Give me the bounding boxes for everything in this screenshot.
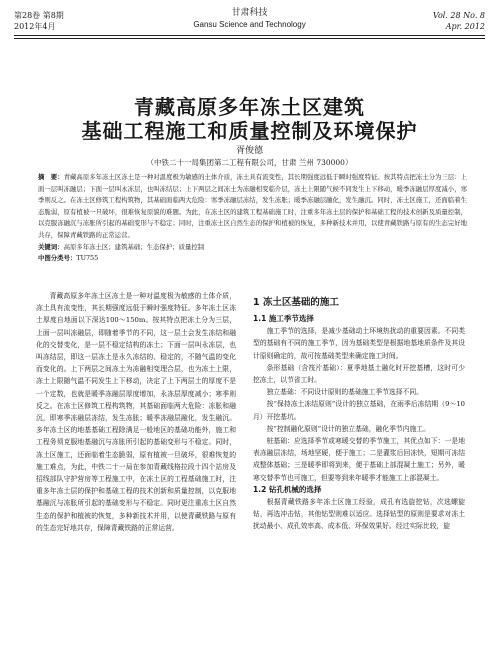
journal-name [14, 8, 485, 30]
volume-issue-en: Vol. 28 No. 8 [432, 11, 485, 20]
article-title-line2: 基础工程施工和质量控制及环境保护 [81, 119, 418, 143]
abstract-block [38, 172, 467, 265]
volume-info-en [433, 10, 485, 32]
author-name: 胥俊德 [235, 146, 263, 156]
body-right-column [253, 290, 465, 533]
header-rule-thin [14, 38, 485, 39]
abstract-paragraph [38, 172, 467, 242]
paragraph-1-1-c: 独立基础：不同设计原则的基础施工季节选择不同。 [266, 388, 423, 397]
abstract-text: 青藏高原多年冻土区冻土是一种对温度极为敏感的土体介质，冻土具有流变性，其长期强度远低于瞬时强度特征。按其特点把冻土分为三层：上面一层叫冻融层；下面一层叫永冻层，也叫冻结层；上下两层之间冻土为冻融相变临介层，冻土上限随气候不同发生上下移动，暖季冻融层厚度减小，寒季则反之。在冻土区修筑工程构筑物，其基础面临两大危险：寒季冻融层冻结，发生冻胀；暖季冻融层融化，发生融沉。同时，冻土区施工，还面临着生态脆弱，原有植被一旦破坏，很难恢复原貌的难题。为此，在冻土区的建筑工程基础施工时，注重多年冻土层的保护和基础工程的技术创新及质量控制，以克服冻融沉与冻胀所引起的基础变形与不稳定；同时，注重冻土区自然生态的保护和植被的恢复，多种新技术并用，以使青藏铁路与原有的生态完好地共存，保障青藏铁路的正常运营。 [38, 173, 468, 239]
classification-label: 中图分类号： [38, 254, 77, 263]
paragraph-1-1-f: 桩基础：应选择季节或寒暖交替的季节施工，其优点如下：一是地表冻融层冻结，场地坚硬，便于施工；二是灌浆后回冻快，短期可冻结成整体基础；三是暖季即将到来，便于基础上部混凝土施工；另外，暖寒交替季节也可施工，但要等到来年暖季才能施工上部混凝土。 [253, 437, 465, 482]
section-heading-1: 1 冻土区基础的施工 [253, 297, 339, 308]
subsection-heading-1-2: 1.2 钻孔机械的选择 [253, 484, 322, 494]
journal-name-en: Gansu Science and Technology [193, 20, 306, 29]
intro-paragraph: 青藏高原多年冻土区冻土是一种对温度极为敏感的土体介质，冻土具有流变性，其长期强度远低于瞬时强度特征。多年冻土区冻土厚度自地面以下深达100～150m。按其特点把冻土分为三层，上面一层叫冻融层，即随着季节的不同，这一层土会发生冻结和融化的交替变化，是一层不稳定结构的冻土；下面一层叫永冻层，也叫冻结层，即这一层冻土是永久冻结的、稳定的，不随气温的变化而变化的。上下两层之间冻土为冻融相变理合层，也为冻土上限，冻土上限随气温不同发生上下移动，决定了上下两层土的厚度不是一个定数，也就是暖季冻融层厚度增加，永冻层厚度减小；寒季则反之。在冻土区修筑工程构筑物，其基础面临两大危险：冻胀和融沉，即寒季冻融层冻结，发生冻胀；暖季冻融层融化，发生融沉。多年冻土区的地基基础工程除满足一般地区的基础功能外，施工和工程务须克服地基融沉与冻胀所引起的基础变形与不稳定。同时，冻土区施工，还面临着生态脆弱，原有植被一旦破坏，很难恢复的施工难点，为此，中铁二十一局在参加青藏线格拉段十四个站房及招线部队守护营房等工程施工中，在冻土区的工程基础施工时，注重多年冻土层的保护和基础工程的技术创新和质量控制，以克服地基融沉与冻胀所引起的基础变形与不稳定。同时更注重冻土区自然生态的保护和植被的恢复，多种新技术并用，以使青藏铁路与原有的生态完好地共存，保障青藏铁路的正常运营。 [36, 292, 236, 532]
keywords-label: 关键词： [38, 242, 64, 251]
issue-date-en: Apr. 2012 [445, 22, 485, 31]
paragraph-1-1-a: 施工季节的选择，是减少基础动土环境热扰动的重要因素。不同类型的基础有不同的施工季节，因为基础类型是根据地基地质条件及其设计原则确定的，故可按基础类型来确定施工时间。 [253, 327, 465, 360]
author-affiliation: （中铁二十一局集团第二工程有限公司，甘肃 兰州 730000） [146, 158, 353, 167]
volume-issue: 第28卷 第8期 [14, 11, 64, 20]
journal-name-cn: 甘肃科技 [231, 8, 268, 18]
classification-line [38, 253, 467, 265]
issue-date: 2012年4月 [14, 22, 56, 31]
subsection-heading-1-1: 1.1 施工季节选择 [253, 314, 314, 323]
paragraph-1-2-a: 根据青藏铁路多年冻土区施工经验，成孔有选旋挖钻，次选螺旋钻，再选冲击钻，其他钻型则难以适应。选择钻型的原则是要求对冻土扰动最小、成孔效率高、成本低、环保效果好。经过实际比较，旋 [253, 498, 465, 531]
keywords-text: 高原多年冻土区；建筑基础；生态保护；质量控制 [63, 242, 205, 251]
abstract-label: 摘 要： [38, 173, 64, 181]
body-left-column [36, 290, 236, 534]
paragraph-1-1-e: 按“控制融化原则”设计的独立基础，融化季节内施工。 [266, 424, 430, 433]
classification-code: TU755 [76, 254, 99, 263]
article-title-line1: 青藏高原多年冻土区建筑 [134, 95, 365, 119]
paragraph-1-1-b: 条形基础（含筏片基础）：夏季地基土融化时开挖基槽，这时可少挖冻土，以节省工时。 [253, 363, 465, 385]
keywords-line [38, 242, 467, 254]
paragraph-1-1-d: 按“保持冻土冻结原则”设计的独立基础，在雨季后冻结期（9～10月）开挖基坑。 [253, 400, 465, 421]
header-rule [14, 35, 485, 36]
